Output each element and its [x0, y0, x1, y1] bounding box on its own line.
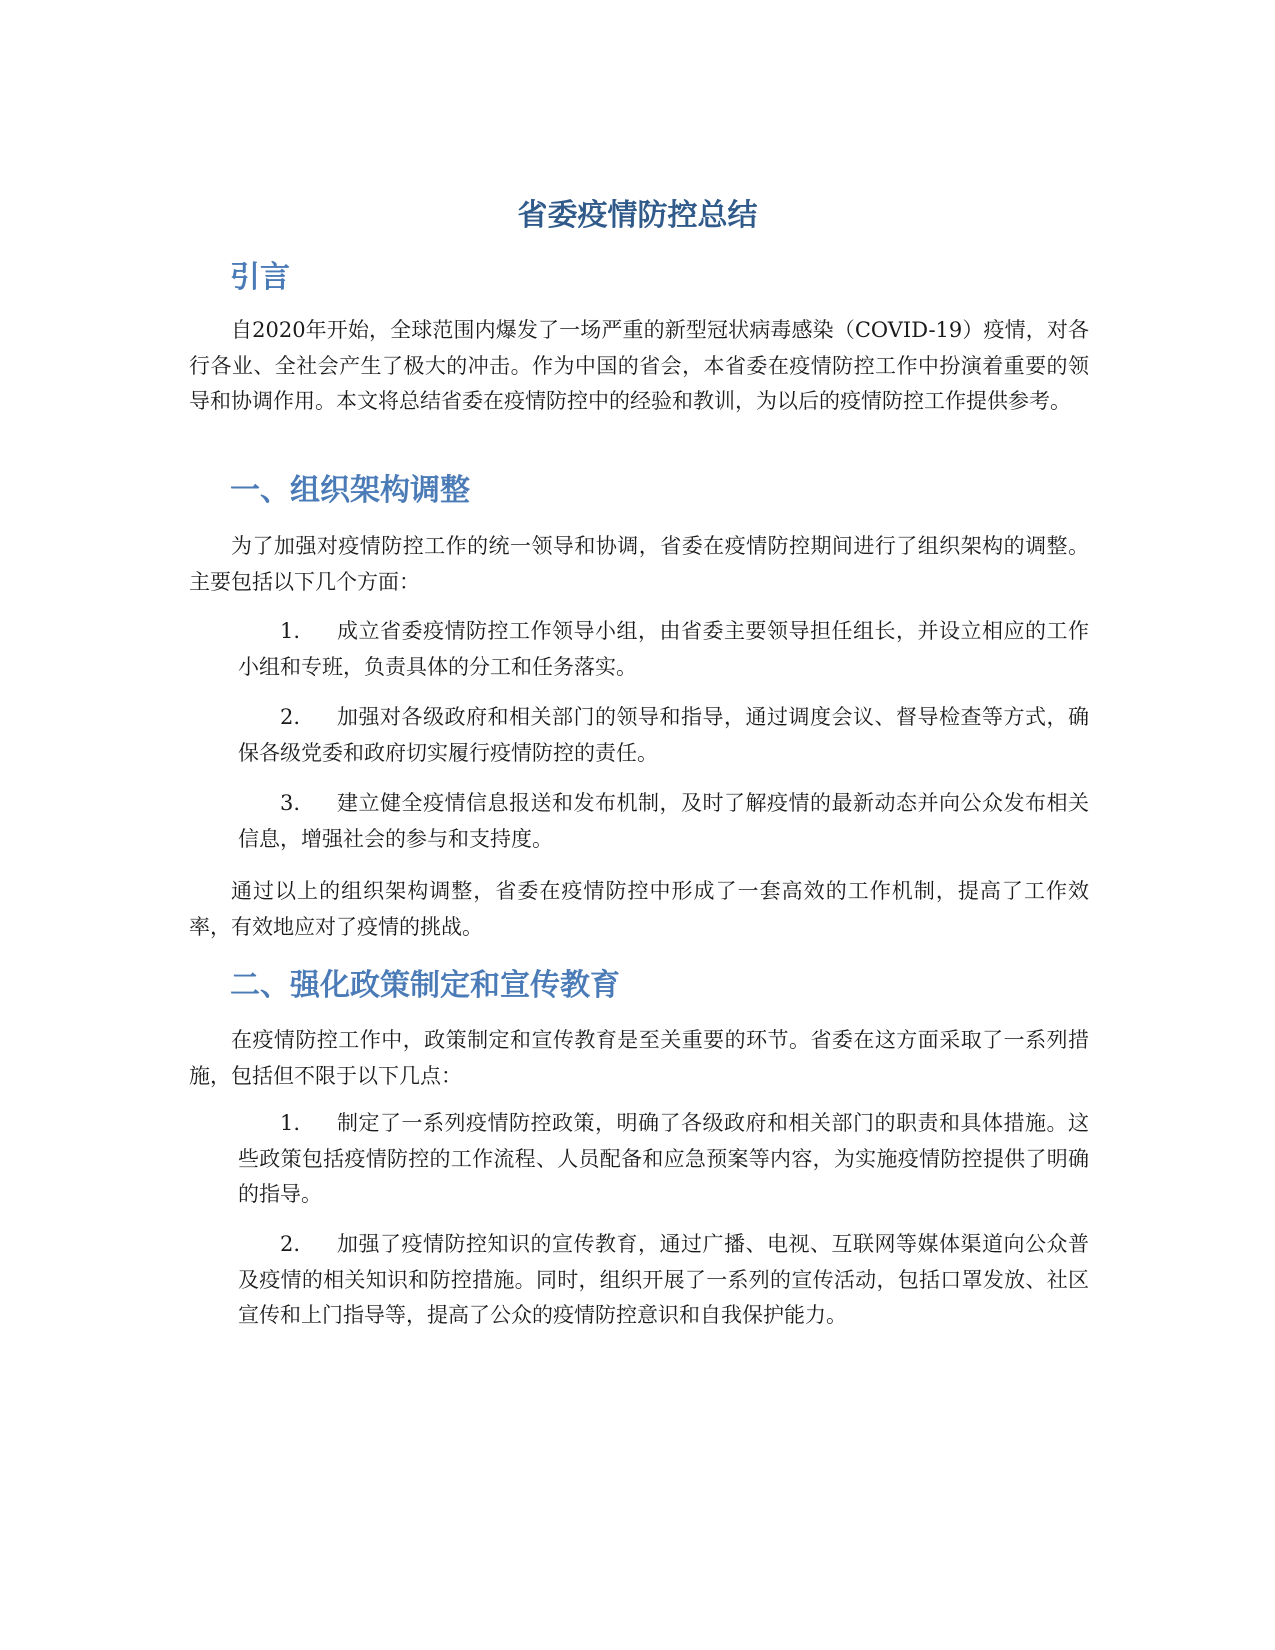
section-heading-intro: 引言: [230, 260, 290, 295]
document-title: 省委疫情防控总结: [517, 198, 758, 233]
list-item-number: 2.: [280, 705, 301, 729]
list-item-text: 加强了疫情防控知识的宣传教育，通过广播、电视、互联网等媒体渠道向公众普及疫情的相关知识和防控措施。同时，组织开展了一系列的宣传活动，包括口罩发放、社区宣传和上门指导等，提高了公众的疫情防控意识和自我保护能力。: [238, 1232, 1089, 1327]
list-item: [238, 786, 1089, 857]
list-item: [238, 614, 1089, 685]
intro-paragraph: 自2020年开始，全球范围内爆发了一场严重的新型冠状病毒感染（COVID-19）疫情，对各行各业、全社会产生了极大的冲击。作为中国的省会，本省委在疫情防控工作中扮演着重要的领导和协调作用。本文将总结省委在疫情防控中的经验和教训，为以后的疫情防控工作提供参考。: [189, 318, 1089, 413]
list-item-text: 制定了一系列疫情防控政策，明确了各级政府和相关部门的职责和具体措施。这些政策包括疫情防控的工作流程、人员配备和应急预案等内容，为实施疫情防控提供了明确的指导。: [238, 1111, 1089, 1206]
list-item-number: 2.: [280, 1232, 301, 1256]
policy-intro-paragraph: 在疫情防控工作中，政策制定和宣传教育是至关重要的环节。省委在这方面采取了一系列措施，包括但不限于以下几点：: [189, 1028, 1089, 1088]
org-intro-paragraph: 为了加强对疫情防控工作的统一领导和协调，省委在疫情防控期间进行了组织架构的调整。主要包括以下几个方面：: [189, 534, 1089, 594]
list-item-text: 建立健全疫情信息报送和发布机制，及时了解疫情的最新动态并向公众发布相关信息，增强社会的参与和支持度。: [238, 791, 1089, 851]
list-item-text: 成立省委疫情防控工作领导小组，由省委主要领导担任组长，并设立相应的工作小组和专班，负责具体的分工和任务落实。: [238, 619, 1089, 679]
list-item: [238, 1227, 1089, 1334]
section-heading-policy: 二、强化政策制定和宣传教育: [230, 968, 620, 1003]
list-item: [238, 700, 1089, 771]
list-item-number: 1.: [280, 619, 301, 643]
org-outro-paragraph: 通过以上的组织架构调整，省委在疫情防控中形成了一套高效的工作机制，提高了工作效率，有效地应对了疫情的挑战。: [189, 879, 1089, 939]
list-item-text: 加强对各级政府和相关部门的领导和指导，通过调度会议、督导检查等方式，确保各级党委和政府切实履行疫情防控的责任。: [238, 705, 1089, 765]
section-heading-org: 一、组织架构调整: [230, 473, 470, 508]
list-item: [238, 1106, 1089, 1213]
list-item-number: 3.: [280, 791, 301, 815]
list-item-number: 1.: [280, 1111, 301, 1135]
